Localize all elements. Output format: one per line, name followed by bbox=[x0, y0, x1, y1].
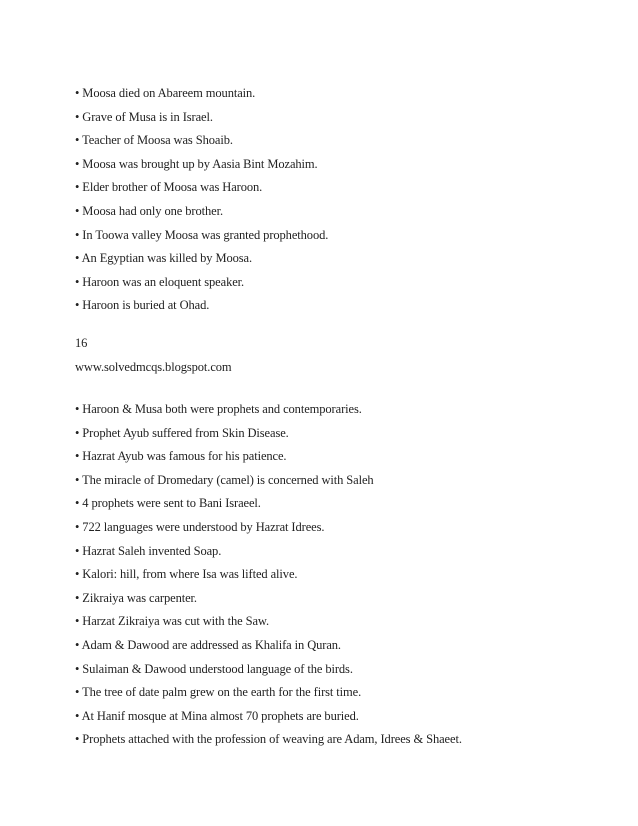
list-item: • 722 languages were understood by Hazrat Idrees. bbox=[75, 519, 325, 534]
fact-list-moosa-haroon bbox=[75, 82, 615, 318]
list-item: • The miracle of Dromedary (camel) is concerned with Saleh bbox=[75, 472, 374, 487]
page-number: 16 bbox=[75, 336, 88, 350]
list-item: • Haroon was an eloquent speaker. bbox=[75, 274, 245, 289]
list-item: • Kalori: hill, from where Isa was lifted alive. bbox=[75, 567, 298, 582]
list-item: • An Egyptian was killed by Moosa. bbox=[75, 251, 253, 266]
source-url-text: www.solvedmcqs.blogspot.com bbox=[75, 360, 232, 374]
list-item: • Hazrat Saleh invented Soap. bbox=[75, 543, 222, 558]
list-item: • Haroon & Musa both were prophets and contemporaries. bbox=[75, 402, 362, 416]
list-item: • Elder brother of Moosa was Haroon. bbox=[75, 180, 263, 195]
list-item: • Teacher of Moosa was Shoaib. bbox=[75, 133, 233, 148]
list-item: • Sulaiman & Dawood understood language of the birds. bbox=[75, 661, 353, 676]
list-item: • In Toowa valley Moosa was granted prophethood. bbox=[75, 227, 329, 242]
list-item: • Moosa died on Abareem mountain. bbox=[75, 86, 256, 100]
list-item: • Haroon is buried at Ohad. bbox=[75, 298, 210, 313]
list-item: • Prophets attached with the profession of weaving are Adam, Idrees & Shaeet. bbox=[75, 732, 462, 747]
list-item: • Harzat Zikraiya was cut with the Saw. bbox=[75, 614, 270, 629]
list-item: • Hazrat Ayub was famous for his patience. bbox=[75, 449, 287, 464]
list-item: • Grave of Musa is in Israel. bbox=[75, 109, 213, 124]
list-item: • 4 prophets were sent to Bani Israeel. bbox=[75, 496, 261, 511]
list-item: • Adam & Dawood are addressed as Khalifa in Quran. bbox=[75, 637, 341, 652]
list-item: • The tree of date palm grew on the earth for the first time. bbox=[75, 685, 362, 700]
list-item: • Zikraiya was carpenter. bbox=[75, 590, 197, 605]
list-item: • Prophet Ayub suffered from Skin Disease. bbox=[75, 425, 289, 440]
list-item: • Moosa had only one brother. bbox=[75, 203, 223, 218]
fact-list-prophets bbox=[75, 398, 615, 752]
list-item: • Moosa was brought up by Aasia Bint Mozahim. bbox=[75, 156, 318, 171]
list-item: • At Hanif mosque at Mina almost 70 prophets are buried. bbox=[75, 708, 359, 723]
